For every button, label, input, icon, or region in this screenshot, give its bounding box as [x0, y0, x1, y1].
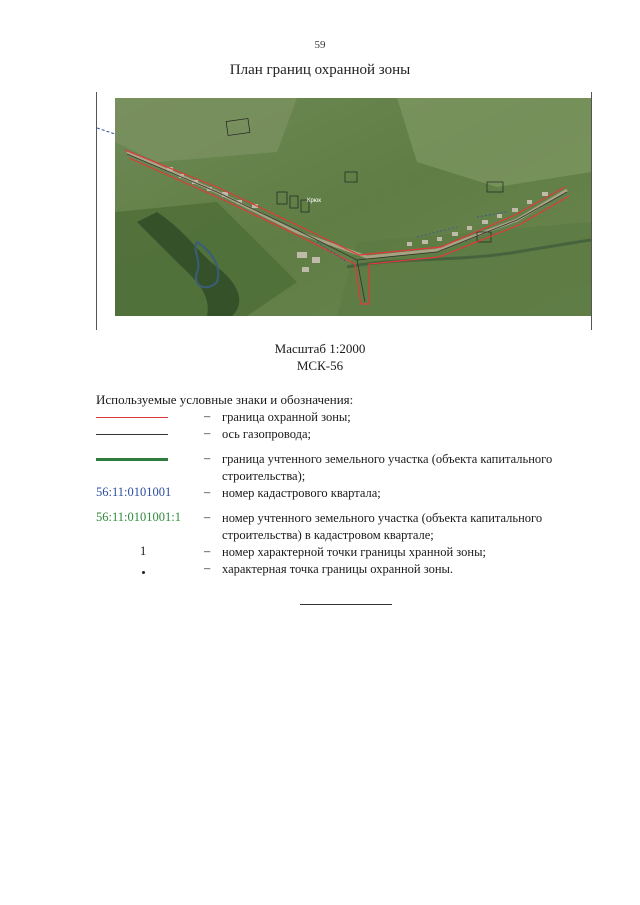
legend-dash: –	[204, 451, 211, 465]
point-dot-symbol	[142, 571, 145, 574]
legend-description: граница охранной зоны;	[222, 410, 351, 424]
legend-symbol	[96, 409, 196, 427]
settlement-label: Крюк	[307, 198, 321, 204]
legend-dash: –	[204, 544, 211, 558]
red-line-symbol	[96, 417, 168, 418]
legend-dash: –	[204, 510, 211, 524]
legend-description: ось газопровода;	[222, 427, 312, 441]
legend-description: номер учтенного земельного участка (объекта капитального строительства) в кадастровом квартале;	[222, 511, 543, 542]
legend-description: граница учтенного земельного участка (объекта капитального строительства);	[222, 452, 553, 483]
legend-symbol	[96, 426, 196, 444]
satellite-map	[96, 92, 592, 330]
black-line-symbol	[96, 434, 168, 435]
point-number-sample: 1	[140, 544, 147, 558]
legend-description: характерная точка границы охранной зоны.	[222, 562, 454, 576]
coordinate-system: МСК-56	[296, 358, 344, 373]
map-image	[97, 92, 591, 330]
end-divider	[300, 604, 392, 605]
legend-dash: –	[204, 561, 211, 575]
map-scale: Масштаб 1:2000	[274, 341, 366, 356]
green-line-symbol	[96, 458, 168, 461]
legend-dash: –	[204, 409, 211, 423]
page-number: 59	[314, 39, 326, 51]
legend-description: номер характерной точки границы хранной зоны;	[222, 545, 486, 559]
legend-symbol	[96, 510, 196, 528]
quarter-number-sample: 56:11:0101001	[96, 485, 172, 499]
legend-symbol	[96, 451, 196, 469]
legend-symbol	[96, 544, 196, 562]
legend-dash: –	[204, 426, 211, 440]
parcel-number-sample: 56:11:0101001:1	[96, 510, 181, 524]
legend-description: номер кадастрового квартала;	[222, 486, 381, 500]
legend-symbol	[96, 561, 196, 579]
legend-heading: Используемые условные знаки и обозначения:	[96, 392, 354, 407]
legend-dash: –	[204, 485, 211, 499]
page-title: План границ охранной зоны	[229, 62, 411, 78]
legend-symbol	[96, 485, 196, 503]
